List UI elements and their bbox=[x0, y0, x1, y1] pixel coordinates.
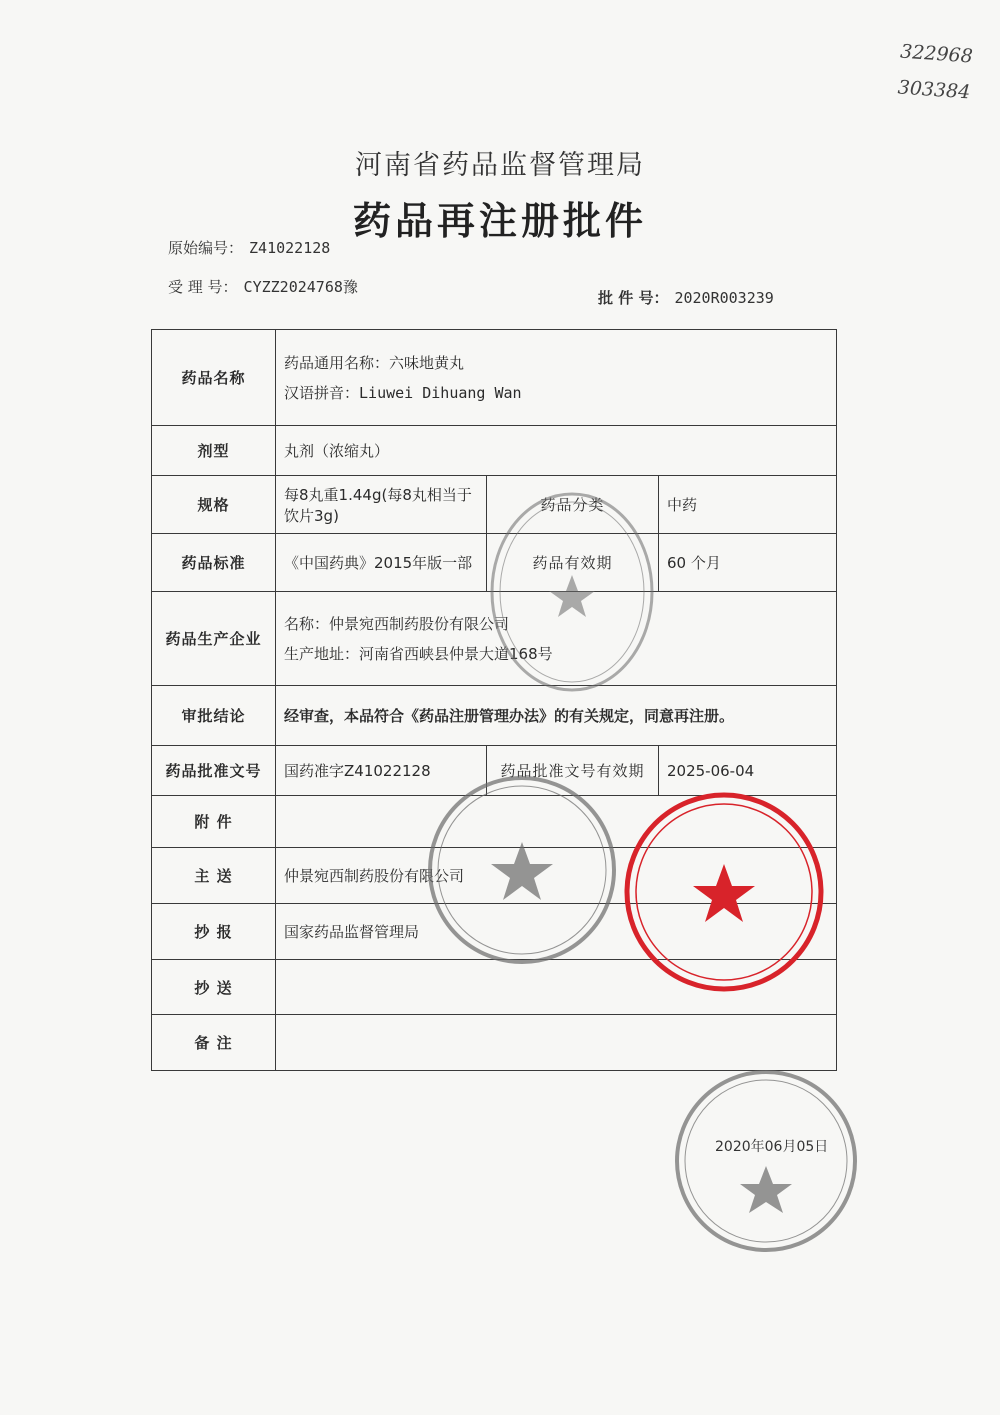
handwritten-number-1: 322968 bbox=[900, 40, 974, 68]
manufacturer-address-label: 生产地址： bbox=[284, 644, 360, 663]
issue-date: 2020年06月05日 bbox=[715, 1139, 829, 1155]
table-row bbox=[152, 960, 837, 1015]
remarks-label: 备 注 bbox=[152, 1015, 276, 1071]
pinyin-value: Liuwei Dihuang Wan bbox=[359, 383, 522, 402]
generic-name-label: 药品通用名称： bbox=[284, 353, 390, 372]
approval-doc-validity-label: 药品批准文号有效期 bbox=[487, 746, 659, 796]
document-title: 药品再注册批件 bbox=[352, 198, 647, 243]
manufacturer-label: 药品生产企业 bbox=[152, 592, 276, 686]
handwritten-note bbox=[897, 34, 974, 111]
handwritten-number-2: 303384 bbox=[897, 76, 972, 104]
agency-seal bbox=[671, 1066, 861, 1256]
drug-name-cell bbox=[276, 330, 837, 426]
manufacturer-cell bbox=[276, 592, 837, 686]
approval-doc-label: 药品批准文号 bbox=[152, 746, 276, 796]
standard-label: 药品标准 bbox=[152, 534, 276, 592]
acceptance-number-value: CYZZ2024768豫 bbox=[243, 278, 358, 296]
pinyin-label: 汉语拼音： bbox=[284, 383, 360, 402]
generic-name-value: 六味地黄丸 bbox=[389, 353, 465, 372]
manufacturer-name-label: 名称： bbox=[284, 614, 330, 633]
drug-name-label: 药品名称 bbox=[152, 330, 276, 426]
table-row bbox=[152, 534, 837, 592]
table-row bbox=[152, 796, 837, 848]
table-row bbox=[152, 1015, 837, 1071]
table-row bbox=[152, 686, 837, 746]
table-row bbox=[152, 330, 837, 426]
acceptance-number-label: 受 理 号： bbox=[168, 278, 238, 296]
cc-label: 抄 送 bbox=[152, 960, 276, 1015]
dosage-form-label: 剂型 bbox=[152, 426, 276, 476]
original-number bbox=[168, 237, 330, 258]
validity-value: 60 个月 bbox=[659, 534, 837, 592]
report-to-value: 国家药品监督管理局 bbox=[276, 904, 837, 960]
table-row bbox=[152, 592, 837, 686]
send-to-value: 仲景宛西制药股份有限公司 bbox=[276, 848, 837, 904]
approval-number-value: 2020R003239 bbox=[674, 289, 774, 307]
original-number-value: Z41022128 bbox=[249, 239, 331, 257]
table-row bbox=[152, 476, 837, 534]
send-to-label: 主 送 bbox=[152, 848, 276, 904]
approval-number bbox=[598, 287, 774, 308]
approval-doc-validity-value: 2025-06-04 bbox=[659, 746, 837, 796]
cc-value bbox=[276, 960, 837, 1015]
remarks-value bbox=[276, 1015, 837, 1071]
registration-form-table bbox=[151, 329, 837, 1071]
validity-label: 药品有效期 bbox=[487, 534, 659, 592]
spec-value: 每8丸重1.44g(每8丸相当于饮片3g) bbox=[276, 476, 487, 534]
table-row bbox=[152, 848, 837, 904]
conclusion-value: 经审查，本品符合《药品注册管理办法》的有关规定，同意再注册。 bbox=[276, 686, 837, 746]
approval-doc-value: 国药准字Z41022128 bbox=[276, 746, 487, 796]
manufacturer-name-value: 仲景宛西制药股份有限公司 bbox=[329, 614, 510, 633]
issuing-agency: 河南省药品监督管理局 bbox=[355, 150, 645, 181]
report-to-label: 抄 报 bbox=[152, 904, 276, 960]
spec-label: 规格 bbox=[152, 476, 276, 534]
category-label: 药品分类 bbox=[487, 476, 659, 534]
standard-value: 《中国药典》2015年版一部 bbox=[276, 534, 487, 592]
acceptance-number bbox=[168, 276, 358, 297]
conclusion-label: 审批结论 bbox=[152, 686, 276, 746]
table-row bbox=[152, 426, 837, 476]
attachment-label: 附 件 bbox=[152, 796, 276, 848]
dosage-form-value: 丸剂（浓缩丸） bbox=[276, 426, 837, 476]
manufacturer-address-value: 河南省西峡县仲景大道168号 bbox=[359, 644, 553, 663]
table-row bbox=[152, 746, 837, 796]
category-value: 中药 bbox=[659, 476, 837, 534]
approval-number-label: 批 件 号： bbox=[598, 289, 669, 307]
table-row bbox=[152, 904, 837, 960]
attachment-value bbox=[276, 796, 837, 848]
original-number-label: 原始编号： bbox=[168, 239, 244, 257]
